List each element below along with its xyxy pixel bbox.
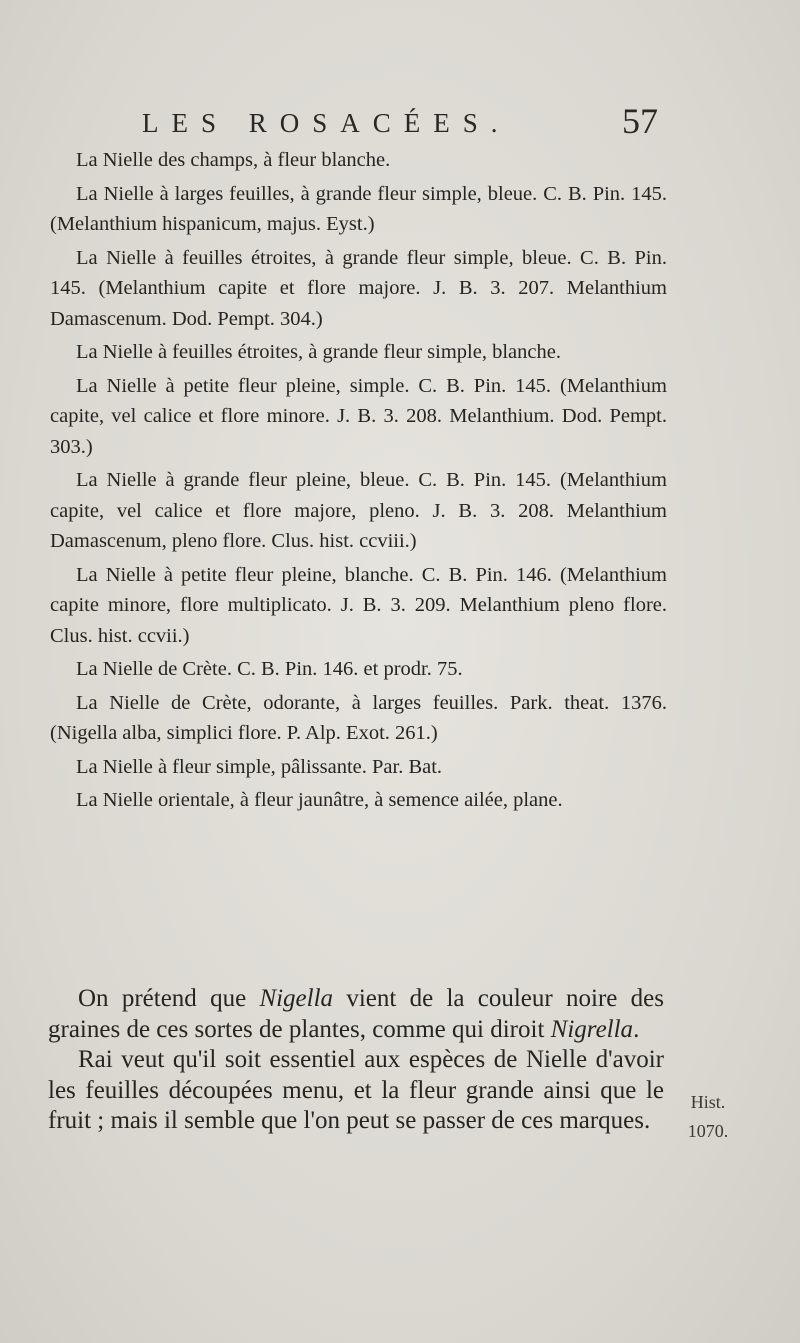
variety-entry: La Nielle à grande fleur pleine, bleue. C. B. Pin. 145. (Melanthium capite, vel calice et flore majore, pleno. J. B. 3. 208. Melanthium Damascenum, pleno flore. Clus. hist. ccviii.) — [50, 469, 667, 552]
variety-entry: La Nielle de Crète, odorante, à larges feuilles. Park. theat. 1376. (Nigella alba, simplici flore. P. Alp. Exot. 261.) — [50, 691, 667, 744]
page-number: 57 — [622, 101, 658, 141]
marginal-note-line: Hist. — [690, 1092, 726, 1112]
running-title: LES ROSACÉES. — [142, 108, 511, 138]
etymology-text-start: On prétend que — [78, 985, 260, 1012]
body-text — [48, 984, 664, 1137]
etymology-paragraph — [48, 984, 664, 1045]
variety-entry: La Nielle à fleur simple, pâlissante. Par. Bat. — [76, 755, 443, 778]
variety-entry: La Nielle à feuilles étroites, à grande fleur simple, blanche. — [76, 341, 561, 363]
latin-term-nigrella: Nigrella — [550, 1015, 634, 1043]
variety-entry: La Nielle à feuilles étroites, à grande fleur simple, bleue. C. B. Pin. 145. (Melanthium capite et flore majore. J. B. 3. 207. Melanthium Damascenum. Dod. Pempt. 304.) — [50, 246, 667, 330]
marginal-note-line: 1070. — [687, 1121, 729, 1141]
etymology-text-end: . — [633, 1015, 640, 1043]
variety-entry: La Nielle de Crète. C. B. Pin. 146. et prodr. 75. — [76, 658, 463, 680]
page-header — [0, 100, 800, 140]
variety-list — [50, 145, 667, 819]
variety-entry: La Nielle à petite fleur pleine, blanche. C. B. Pin. 146. (Melanthium capite minore, flore multiplicato. J. B. 3. 209. Melanthium pleno flore. Clus. hist. ccvii.) — [50, 563, 667, 647]
etymology-text-middle: vient de la couleur noire des graines de ces sortes de plantes, comme qui diroit — [48, 985, 664, 1043]
rai-paragraph: Rai veut qu'il soit essentiel aux espèces de Nielle d'avoir les feuilles découpées menu, et la fleur grande ainsi que le fruit ; mais il semble que l'on peut se passer de ces marques. — [48, 1046, 664, 1134]
variety-entry: La Nielle à larges feuilles, à grande fleur simple, bleue. C. B. Pin. 145. (Melanthium hispanicum, majus. Eyst.) — [50, 182, 667, 235]
marginal-note — [676, 1088, 740, 1146]
latin-term-nigella: Nigella — [259, 985, 334, 1012]
variety-entry: La Nielle à petite fleur pleine, simple. C. B. Pin. 145. (Melanthium capite, vel calice et flore minore. J. B. 3. 208. Melanthium. Dod. Pempt. 303.) — [50, 374, 667, 458]
variety-entry: La Nielle orientale, à fleur jaunâtre, à semence ailée, plane. — [76, 789, 563, 811]
variety-entry: La Nielle des champs, à fleur blanche. — [76, 149, 391, 171]
